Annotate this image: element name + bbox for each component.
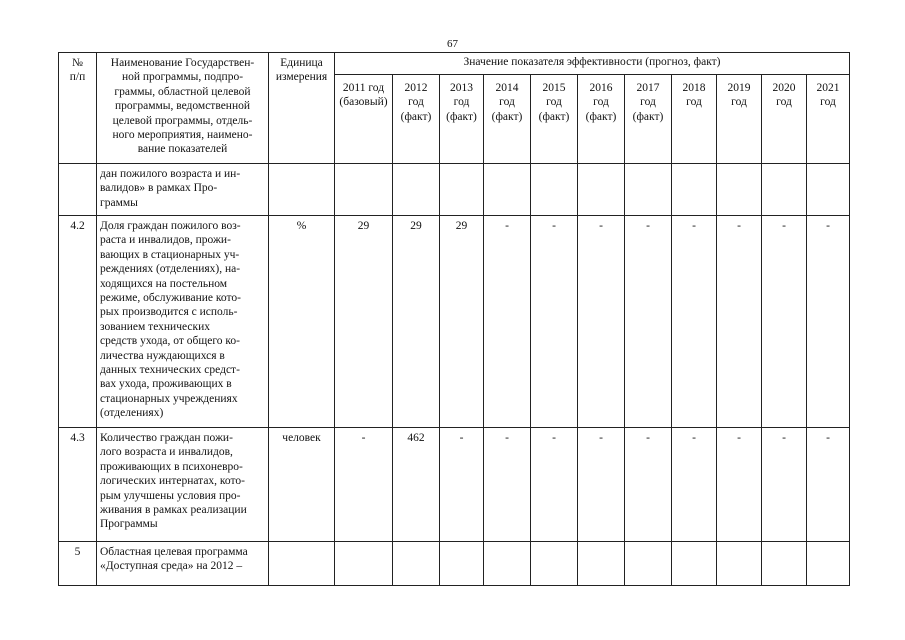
- row-indicator-name: Доля граждан пожилого воз- раста и инвалидов, прожи- вающих в стационарных уч- реждениях (отделениях), на- ходящихся на постельном режиме, обслуживание кото- рых производится с исполь- зованием технических средств ухода, от общего ко- личества нуждающихся в данных технических средст- вах ухода, проживающих в стационарных учреждениях (отделениях): [97, 216, 269, 428]
- row-value-7: [672, 542, 717, 586]
- row-number: 4.2: [59, 216, 97, 428]
- row-value-10: -: [807, 428, 850, 542]
- row-unit: [269, 164, 335, 216]
- row-value-6: [625, 164, 672, 216]
- row-unit: [269, 542, 335, 586]
- row-indicator-name: дан пожилого возраста и ин- валидов» в рамках Про- граммы: [97, 164, 269, 216]
- row-value-8: -: [717, 216, 762, 428]
- row-value-8: -: [717, 428, 762, 542]
- row-value-8: [717, 164, 762, 216]
- header-year-7: 2018 год: [672, 75, 717, 164]
- header-year-2: 2013 год (факт): [440, 75, 484, 164]
- row-value-1: 462: [393, 428, 440, 542]
- row-value-2: 29: [440, 216, 484, 428]
- row-value-3: [484, 164, 531, 216]
- row-value-3: -: [484, 216, 531, 428]
- table-row: [59, 542, 850, 586]
- row-value-5: -: [578, 216, 625, 428]
- row-value-10: [807, 164, 850, 216]
- header-unit: Единица измерения: [269, 53, 335, 164]
- indicators-table: [58, 52, 850, 586]
- header-year-6: 2017 год (факт): [625, 75, 672, 164]
- table-row: [59, 164, 850, 216]
- header-row-top: [59, 53, 850, 75]
- row-value-0: 29: [335, 216, 393, 428]
- header-name: Наименование Государствен- ной программы, подпро- граммы, областной целевой программы, ведомственной целевой программы, отдель- ного мероприятия, наимено- вание показателей: [97, 53, 269, 164]
- row-value-8: [717, 542, 762, 586]
- row-value-9: [762, 542, 807, 586]
- row-value-0: -: [335, 428, 393, 542]
- row-value-7: -: [672, 216, 717, 428]
- page-number: 67: [447, 38, 458, 50]
- row-value-4: -: [531, 216, 578, 428]
- row-value-9: -: [762, 216, 807, 428]
- header-year-3: 2014 год (факт): [484, 75, 531, 164]
- row-value-0: [335, 164, 393, 216]
- row-value-2: [440, 542, 484, 586]
- header-year-9: 2020 год: [762, 75, 807, 164]
- header-year-4: 2015 год (факт): [531, 75, 578, 164]
- row-value-3: -: [484, 428, 531, 542]
- row-value-10: -: [807, 216, 850, 428]
- header-year-5: 2016 год (факт): [578, 75, 625, 164]
- row-value-6: -: [625, 428, 672, 542]
- row-value-9: [762, 164, 807, 216]
- row-number: 5: [59, 542, 97, 586]
- header-year-1: 2012 год (факт): [393, 75, 440, 164]
- header-year-10: 2021 год: [807, 75, 850, 164]
- row-number: [59, 164, 97, 216]
- row-value-2: [440, 164, 484, 216]
- table-row: [59, 216, 850, 428]
- row-number: 4.3: [59, 428, 97, 542]
- row-unit: %: [269, 216, 335, 428]
- row-value-5: -: [578, 428, 625, 542]
- row-indicator-name: Количество граждан пожи- лого возраста и инвалидов, проживающих в психоневро- логических интернатах, кото- рым улучшены условия про- живания в рамках реализации Программы: [97, 428, 269, 542]
- row-value-10: [807, 542, 850, 586]
- header-values-group: Значение показателя эффективности (прогноз, факт): [335, 53, 850, 75]
- row-value-1: [393, 164, 440, 216]
- row-value-1: 29: [393, 216, 440, 428]
- row-value-9: -: [762, 428, 807, 542]
- header-year-0: 2011 год (базовый): [335, 75, 393, 164]
- row-value-7: -: [672, 428, 717, 542]
- table-row: [59, 428, 850, 542]
- row-value-1: [393, 542, 440, 586]
- row-value-5: [578, 164, 625, 216]
- row-value-4: [531, 164, 578, 216]
- row-value-4: [531, 542, 578, 586]
- row-value-6: [625, 542, 672, 586]
- row-value-6: -: [625, 216, 672, 428]
- row-unit: человек: [269, 428, 335, 542]
- row-value-5: [578, 542, 625, 586]
- row-value-4: -: [531, 428, 578, 542]
- header-num: № п/п: [59, 53, 97, 164]
- row-value-3: [484, 542, 531, 586]
- header-year-8: 2019 год: [717, 75, 762, 164]
- row-value-2: -: [440, 428, 484, 542]
- row-value-7: [672, 164, 717, 216]
- row-value-0: [335, 542, 393, 586]
- row-indicator-name: Областная целевая программа «Доступная среда» на 2012 –: [97, 542, 269, 586]
